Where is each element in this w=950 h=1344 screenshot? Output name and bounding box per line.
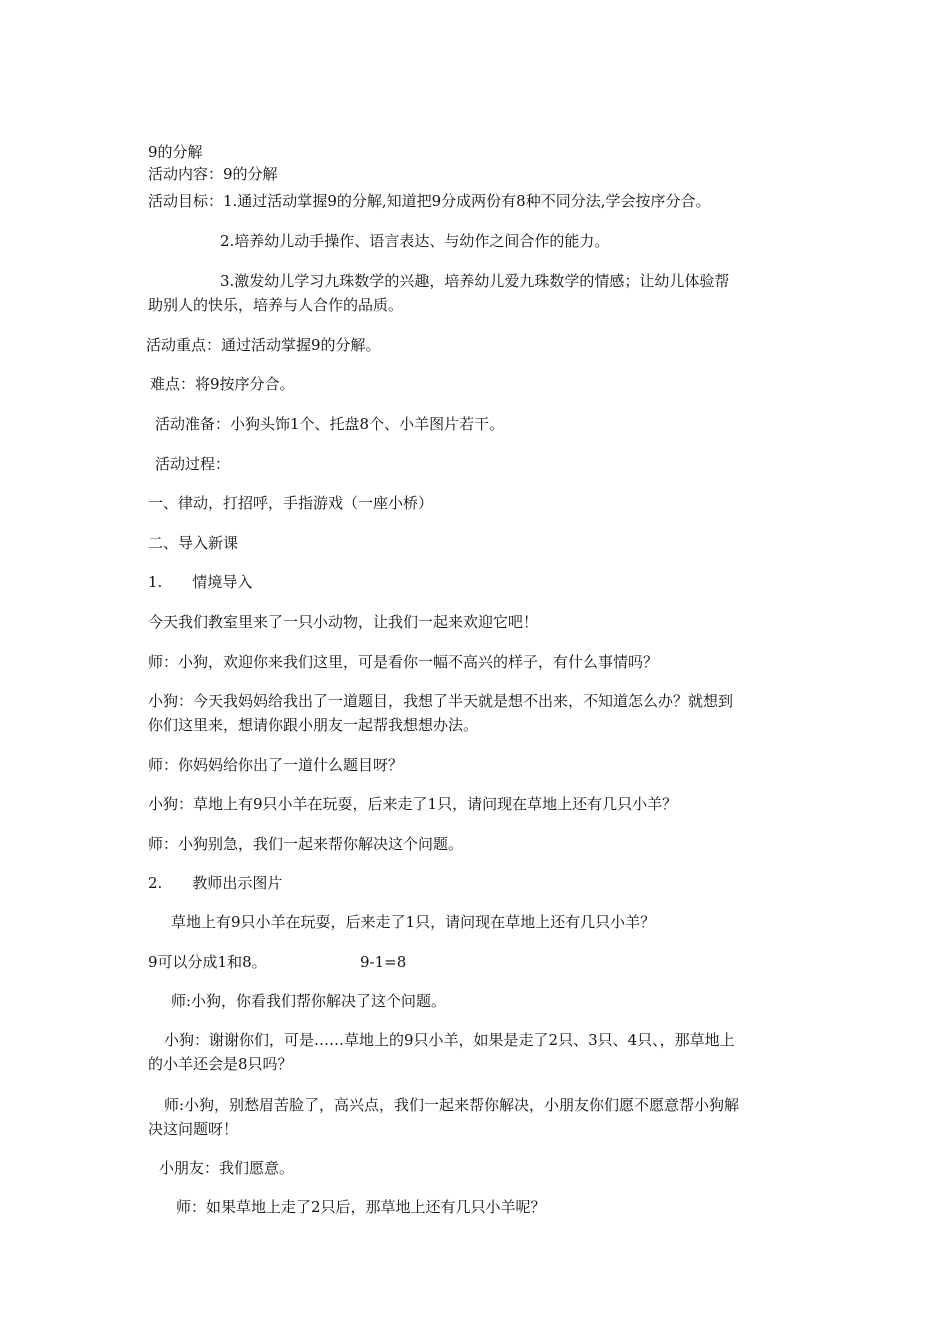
dog-line-1a: 小狗：今天我妈妈给我出了一道题目，我想了半天就是想不出来，不知道怎么办？就想到: [148, 692, 734, 710]
step-2: 二、导入新课: [148, 534, 239, 552]
sub-step-1-text: 情境导入: [192, 573, 253, 591]
dog-line-3a: 小狗：谢谢你们，可是……草地上的9只小羊，如果是走了2只、3只、4只、，那草地上: [164, 1031, 735, 1049]
dog-line-2: 小狗：草地上有9只小羊在玩耍，后来走了1只，请问现在草地上还有几只小羊？: [148, 795, 678, 813]
split-text: 9可以分成1和8。: [148, 953, 267, 971]
key-point: 活动重点：通过活动掌握9的分解。: [146, 336, 381, 354]
teacher-line-1: 师：小狗，欢迎你来我们这里，可是看你一幅不高兴的样子，有什么事情吗？: [148, 653, 659, 671]
teacher-line-6: 师：如果草地上走了2只后，那草地上还有几只小羊呢？: [176, 1198, 546, 1216]
goal-3-line-1: 3.激发幼儿学习九珠数学的兴趣，培养幼儿爱九珠数学的情感；让幼儿体验帮: [220, 272, 730, 290]
sub-step-2: [148, 872, 282, 894]
teacher-line-3: 师：小狗别急，我们一起来帮你解决这个问题。: [148, 835, 464, 853]
difficulty: 难点：将9按序分合。: [150, 375, 295, 393]
teacher-line-2: 师：你妈妈给你出了一道什么题目呀？: [148, 756, 404, 774]
teacher-line-4: 师:小狗，你看我们帮你解决了这个问题。: [171, 992, 447, 1010]
equation: 9-1=8: [360, 953, 407, 971]
process-heading: 活动过程：: [155, 455, 231, 473]
dog-line-1b: 你们这里来，想请你跟小朋友一起帮我想想办法。: [148, 716, 479, 734]
intro-paragraph: 今天我们教室里来了一只小动物，让我们一起来欢迎它吧！: [148, 613, 539, 631]
sub-step-2-text: 教师出示图片: [192, 874, 283, 892]
kids-line: 小朋友：我们愿意。: [159, 1159, 295, 1177]
preparation: 活动准备：小狗头饰1个、托盘8个、小羊图片若干。: [155, 415, 505, 433]
goal-2: 2.培养幼儿动手操作、语言表达、与幼作之间合作的能力。: [220, 232, 610, 250]
content-line: 活动内容：9的分解: [148, 165, 278, 183]
teacher-line-5b: 决这问题呀！: [148, 1120, 239, 1138]
goal-1: 活动目标：1.通过活动掌握9的分解,知道把9分成两份有8种不同分法,学会按序分合。: [148, 192, 711, 210]
sub-step-1: [148, 571, 252, 593]
sub-step-2-number: 2.: [148, 874, 163, 892]
sub-step-1-number: 1.: [148, 573, 163, 591]
dog-line-3b: 的小羊还会是8只吗？: [148, 1055, 293, 1073]
teacher-line-5a: 师:小狗，别愁眉苦脸了，高兴点，我们一起来帮你解决，小朋友你们愿不愿意帮小狗解: [164, 1096, 740, 1114]
picture-description: 草地上有9只小羊在玩耍，后来走了1只，请问现在草地上还有几只小羊？: [171, 913, 656, 931]
step-1: 一、律动，打招呼，手指游戏（一座小桥）: [148, 494, 434, 512]
document-title: 9的分解: [148, 143, 203, 161]
goal-3-line-2: 助别人的快乐，培养与人合作的品质。: [148, 296, 404, 314]
